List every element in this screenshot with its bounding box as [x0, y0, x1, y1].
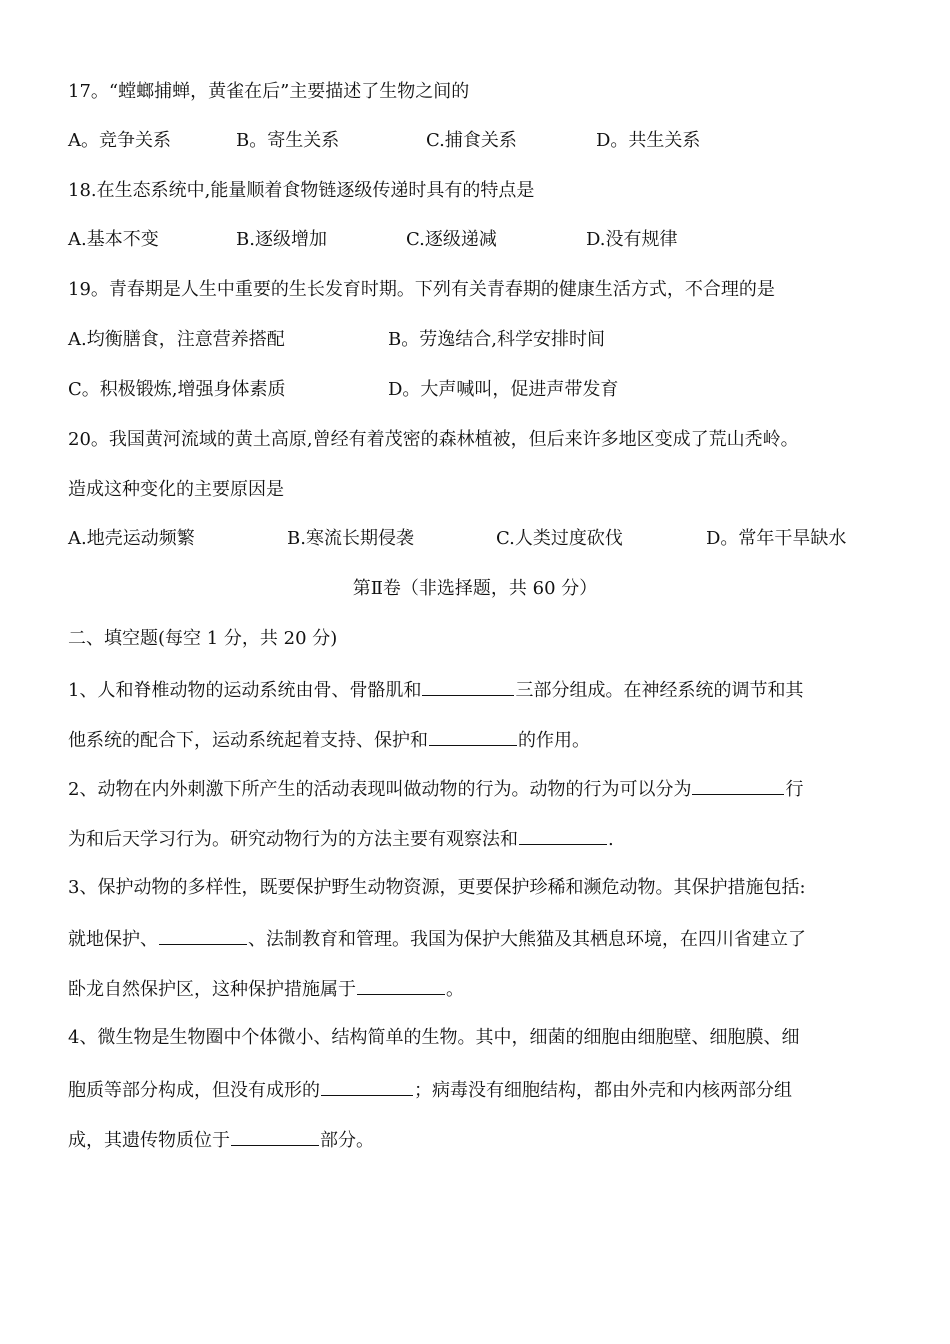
- question-20-stem-line1: 20。我国黄河流域的黄土高原,曾经有着茂密的森林植被，但后来许多地区变成了荒山秃岭。: [68, 429, 799, 450]
- question-17-stem: 17。“螳螂捕蝉，黄雀在后”主要描述了生物之间的: [68, 81, 470, 102]
- fill-question-4-line2: [68, 1077, 792, 1101]
- fill-question-3-text-c: 、法制教育和管理。我国为保护大熊猫及其栖息环境，在四川省建立了: [248, 929, 806, 950]
- fill-question-4-line3: [68, 1127, 374, 1151]
- fill-question-3-line2: [68, 926, 806, 950]
- fill-question-4-text-c: ；病毒没有细胞结构，都由外壳和内核两部分组: [414, 1080, 792, 1101]
- question-19-option-b: B。劳逸结合,科学安排时间: [388, 329, 605, 350]
- fill-question-3-text-b: 就地保护、: [68, 929, 158, 950]
- section-heading-fill-in: 二、填空题(每空 1 分，共 20 分): [68, 628, 338, 649]
- question-20-option-d: D。常年干旱缺水: [706, 528, 847, 549]
- answer-blank[interactable]: [429, 727, 517, 746]
- fill-question-2-line1: [68, 776, 803, 800]
- answer-blank[interactable]: [422, 677, 514, 696]
- question-18-option-b: B.逐级增加: [236, 229, 327, 250]
- answer-blank[interactable]: [231, 1127, 319, 1146]
- fill-question-3-line1: 3、保护动物的多样性，既要保护野生动物资源，更要保护珍稀和濒危动物。其保护措施包括:: [68, 877, 806, 898]
- fill-question-2-text-c: 为和后天学习行为。研究动物行为的方法主要有观察法和: [68, 829, 518, 850]
- fill-question-2-text-a: 2、动物在内外刺激下所产生的活动表现叫做动物的行为。动物的行为可以分为: [68, 779, 692, 800]
- fill-question-4-text-d: 成，其遗传物质位于: [68, 1130, 230, 1151]
- question-17-option-d: D。共生关系: [596, 130, 701, 151]
- question-18-option-d: D.没有规律: [586, 229, 678, 250]
- fill-question-1-text-a: 1、人和脊椎动物的运动系统由骨、骨骼肌和: [68, 680, 422, 701]
- question-20-option-c: C.人类过度砍伐: [496, 528, 623, 549]
- question-18-option-a: A.基本不变: [68, 229, 159, 250]
- question-18-stem: 18.在生态系统中,能量顺着食物链逐级传递时具有的特点是: [68, 180, 535, 201]
- fill-question-4-line1: 4、微生物是生物圈中个体微小、结构简单的生物。其中，细菌的细胞由细胞壁、细胞膜、细: [68, 1027, 800, 1048]
- question-19-option-a: A.均衡膳食，注意营养搭配: [68, 329, 285, 350]
- fill-question-4-text-e: 部分。: [320, 1130, 374, 1151]
- fill-question-1-line2: [68, 727, 590, 751]
- fill-question-4-text-b: 胞质等部分构成，但没有成形的: [68, 1080, 320, 1101]
- fill-question-3-text-d: 卧龙自然保护区，这种保护措施属于: [68, 979, 356, 1000]
- fill-question-3-line3: [68, 976, 464, 1000]
- fill-question-2-text-d: .: [608, 829, 614, 850]
- fill-question-2-text-b: 行: [785, 779, 804, 800]
- answer-blank[interactable]: [357, 976, 445, 995]
- answer-blank[interactable]: [692, 776, 784, 795]
- question-20-option-b: B.寒流长期侵袭: [287, 528, 414, 549]
- question-19-option-d: D。大声喊叫，促进声带发育: [388, 379, 619, 400]
- question-20-option-a: A.地壳运动频繁: [68, 528, 195, 549]
- fill-question-2-line2: [68, 826, 614, 850]
- question-17-option-c: C.捕食关系: [426, 130, 517, 151]
- question-19-option-c: C。积极锻炼,增强身体素质: [68, 379, 286, 400]
- answer-blank[interactable]: [159, 926, 247, 945]
- question-18-option-c: C.逐级递减: [406, 229, 497, 250]
- fill-question-1-text-d: 的作用。: [518, 730, 590, 751]
- question-17-option-a: A。竞争关系: [68, 130, 171, 151]
- question-19-stem: 19。青春期是人生中重要的生长发育时期。下列有关青春期的健康生活方式，不合理的是: [68, 279, 775, 300]
- fill-question-1-line1: [68, 677, 803, 701]
- answer-blank[interactable]: [321, 1077, 413, 1096]
- answer-blank[interactable]: [519, 826, 607, 845]
- fill-question-1-text-c: 他系统的配合下，运动系统起着支持、保护和: [68, 730, 428, 751]
- part-2-title: 第Ⅱ卷（非选择题，共 60 分）: [352, 578, 598, 599]
- fill-question-1-text-b: 三部分组成。在神经系统的调节和其: [515, 680, 804, 701]
- fill-question-3-text-e: 。: [446, 979, 464, 1000]
- question-20-stem-line2: 造成这种变化的主要原因是: [68, 479, 284, 500]
- question-17-option-b: B。寄生关系: [236, 130, 340, 151]
